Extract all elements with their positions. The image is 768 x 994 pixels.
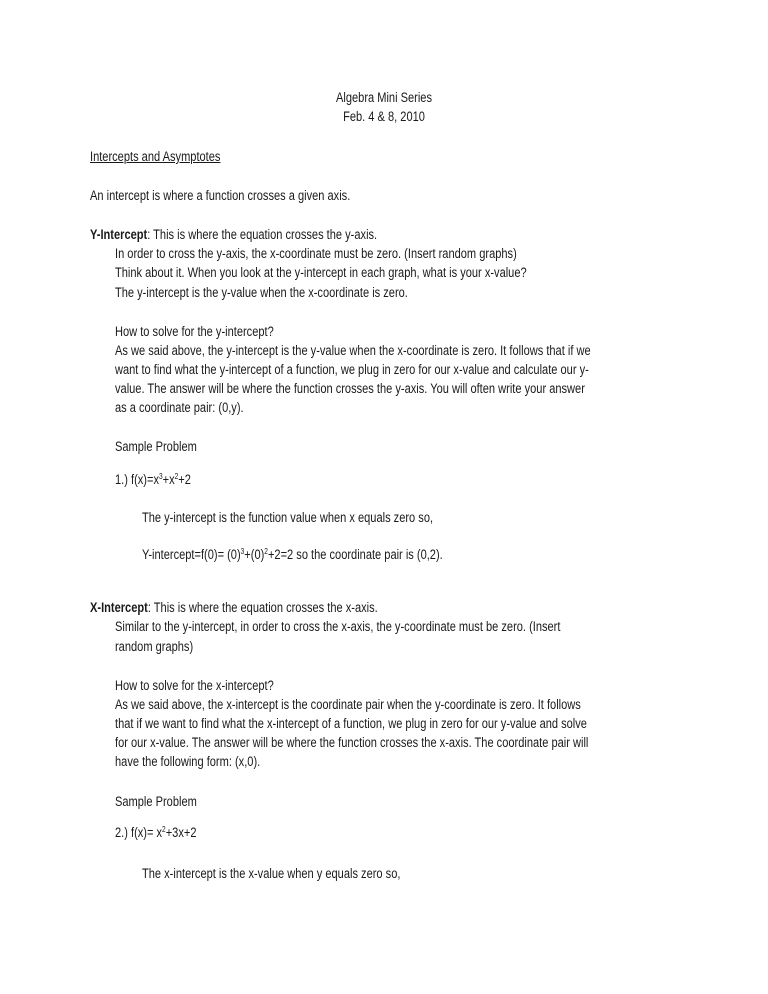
paragraph-line: that if we want to find what the x-intercept of a function, we plug in zero for our y-value and solve (115, 716, 587, 731)
solution-text: Y-intercept=f(0)= (0) (142, 547, 241, 562)
problem-text: +2 (178, 472, 191, 487)
solution-text: +2=2 so the coordinate pair is (0,2). (267, 547, 443, 562)
definition-text: : This is where the equation crosses the y-axis. (147, 227, 378, 242)
exponent: 2 (162, 825, 166, 834)
paragraph-line: In order to cross the y-axis, the x-coordinate must be zero. (Insert random graphs) (115, 246, 517, 261)
paragraph-line: have the following form: (x,0). (115, 754, 261, 769)
paragraph-line: as a coordinate pair: (0,y). (115, 400, 244, 415)
solution-1 (142, 547, 443, 563)
sample-problem-label: Sample Problem (115, 439, 197, 454)
intro-text: An intercept is where a function crosses a given axis. (90, 188, 351, 203)
paragraph-line: random graphs) (115, 639, 194, 654)
paragraph-line: As we said above, the y-intercept is the y-value when the x-coordinate is zero. It follows that if we (115, 343, 591, 358)
exponent: 3 (240, 547, 245, 556)
paragraph-line: Think about it. When you look at the y-intercept in each graph, what is your x-value? (115, 265, 527, 280)
paragraph-line: The y-intercept is the y-value when the x-coordinate is zero. (115, 285, 408, 300)
how-to-heading: How to solve for the x-intercept? (115, 678, 274, 693)
y-intercept-definition (90, 227, 377, 243)
problem-text: 2.) f(x)= x (115, 825, 163, 840)
problem-2 (115, 825, 197, 841)
paragraph-line: for our x-value. The answer will be where the function crosses the x-axis. The coordinate pair will (115, 735, 589, 750)
paragraph-line: value. The answer will be where the function crosses the y-axis. You will often write your answer (115, 381, 585, 396)
paragraph-line: want to find what the y-intercept of a function, we plug in zero for our x-value and calculate our y- (115, 362, 589, 377)
exponent: 3 (158, 472, 163, 481)
exponent: 2 (174, 472, 179, 481)
x-intercept-definition (90, 600, 378, 616)
document-date: Feb. 4 & 8, 2010 (343, 109, 425, 124)
problem-text: +3x+2 (165, 825, 197, 840)
x-intercept-term: X-Intercept (90, 600, 148, 615)
sample-problem-label: Sample Problem (115, 794, 197, 809)
y-intercept-term: Y-Intercept (90, 227, 148, 242)
explanation-1: The y-intercept is the function value when x equals zero so, (142, 510, 434, 525)
exponent: 2 (264, 547, 268, 556)
problem-text: 1.) f(x)=x (115, 472, 159, 487)
section-heading: Intercepts and Asymptotes (90, 149, 221, 164)
problem-text: +x (162, 472, 175, 487)
how-to-heading: How to solve for the y-intercept? (115, 324, 274, 339)
paragraph-line: Similar to the y-intercept, in order to cross the x-axis, the y-coordinate must be zero. (Insert (115, 619, 561, 634)
problem-1 (115, 472, 191, 488)
document-title: Algebra Mini Series (336, 90, 432, 105)
definition-text: : This is where the equation crosses the x-axis. (147, 600, 378, 615)
paragraph-line: As we said above, the x-intercept is the coordinate pair when the y-coordinate is zero. It follows (115, 697, 581, 712)
solution-text: +(0) (244, 547, 265, 562)
explanation-2: The x-intercept is the x-value when y equals zero so, (142, 866, 401, 881)
